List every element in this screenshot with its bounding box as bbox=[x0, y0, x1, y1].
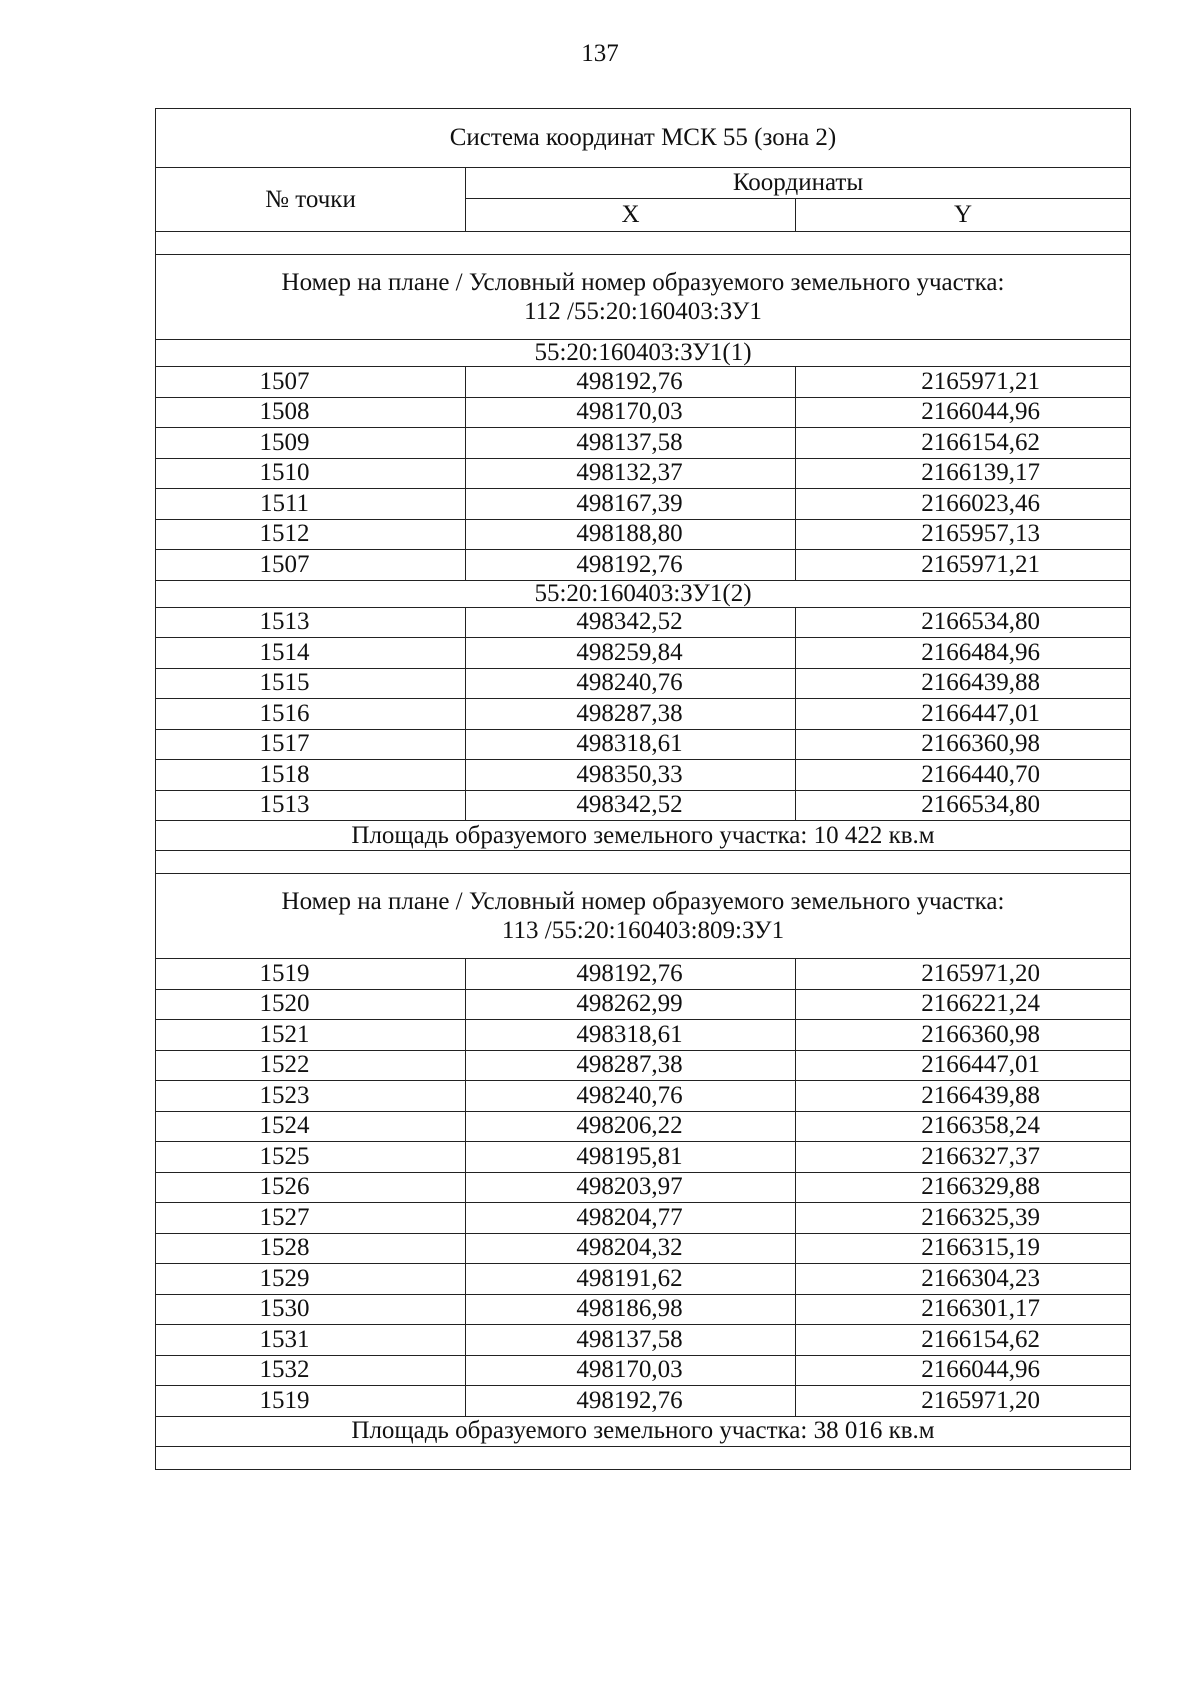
y-value: 2166439,88 bbox=[796, 668, 1131, 699]
y-value: 2166304,23 bbox=[796, 1264, 1131, 1295]
table-row bbox=[156, 760, 1131, 791]
contour-label: 55:20:160403:ЗУ1(1) bbox=[156, 340, 1131, 367]
point-number: 1524 bbox=[156, 1111, 466, 1142]
table-row bbox=[156, 668, 1131, 699]
point-number: 1514 bbox=[156, 638, 466, 669]
y-value: 2166358,24 bbox=[796, 1111, 1131, 1142]
point-number: 1513 bbox=[156, 607, 466, 638]
point-number: 1523 bbox=[156, 1081, 466, 1112]
table-row bbox=[156, 959, 1131, 990]
point-number: 1531 bbox=[156, 1325, 466, 1356]
x-value: 498195,81 bbox=[466, 1142, 796, 1173]
table-row bbox=[156, 1294, 1131, 1325]
y-value: 2165971,20 bbox=[796, 959, 1131, 990]
x-value: 498318,61 bbox=[466, 729, 796, 760]
x-value: 498132,37 bbox=[466, 458, 796, 489]
point-number: 1507 bbox=[156, 367, 466, 398]
table-row bbox=[156, 519, 1131, 550]
spacer-row bbox=[156, 851, 1131, 874]
x-value: 498342,52 bbox=[466, 607, 796, 638]
y-value: 2166023,46 bbox=[796, 489, 1131, 520]
point-number: 1508 bbox=[156, 397, 466, 428]
table-row bbox=[156, 458, 1131, 489]
point-number: 1517 bbox=[156, 729, 466, 760]
table-row bbox=[156, 1325, 1131, 1356]
spacer-cell bbox=[156, 1446, 1131, 1469]
x-value: 498318,61 bbox=[466, 1020, 796, 1051]
table-row bbox=[156, 397, 1131, 428]
y-value: 2166439,88 bbox=[796, 1081, 1131, 1112]
point-number: 1519 bbox=[156, 1386, 466, 1417]
table-row bbox=[156, 1172, 1131, 1203]
table-row bbox=[156, 989, 1131, 1020]
y-value: 2165971,20 bbox=[796, 1386, 1131, 1417]
y-value: 2166301,17 bbox=[796, 1294, 1131, 1325]
y-value: 2166221,24 bbox=[796, 989, 1131, 1020]
plot-header bbox=[156, 255, 1131, 340]
x-value: 498206,22 bbox=[466, 1111, 796, 1142]
y-value: 2166325,39 bbox=[796, 1203, 1131, 1234]
point-number: 1516 bbox=[156, 699, 466, 730]
y-value: 2166315,19 bbox=[796, 1233, 1131, 1264]
x-value: 498262,99 bbox=[466, 989, 796, 1020]
table-row bbox=[156, 1020, 1131, 1051]
coordinates-header: Координаты bbox=[466, 168, 1131, 199]
y-value: 2166484,96 bbox=[796, 638, 1131, 669]
x-value: 498342,52 bbox=[466, 790, 796, 821]
point-number: 1518 bbox=[156, 760, 466, 791]
table-row bbox=[156, 550, 1131, 581]
point-number: 1513 bbox=[156, 790, 466, 821]
coordinate-system-row bbox=[156, 109, 1131, 168]
area-row bbox=[156, 1416, 1131, 1446]
coordinate-system-title: Система координат МСК 55 (зона 2) bbox=[156, 109, 1131, 168]
table-row bbox=[156, 638, 1131, 669]
x-value: 498192,76 bbox=[466, 550, 796, 581]
x-value: 498192,76 bbox=[466, 1386, 796, 1417]
spacer-cell bbox=[156, 851, 1131, 874]
table-row bbox=[156, 729, 1131, 760]
x-value: 498186,98 bbox=[466, 1294, 796, 1325]
contour-row bbox=[156, 340, 1131, 367]
x-value: 498170,03 bbox=[466, 1355, 796, 1386]
point-number: 1510 bbox=[156, 458, 466, 489]
plot-cadastral-number: 112 /55:20:160403:ЗУ1 bbox=[524, 298, 762, 325]
spacer-row bbox=[156, 1446, 1131, 1469]
y-value: 2166534,80 bbox=[796, 607, 1131, 638]
point-number: 1525 bbox=[156, 1142, 466, 1173]
y-value: 2166154,62 bbox=[796, 428, 1131, 459]
plot-cadastral-number: 113 /55:20:160403:809:ЗУ1 bbox=[501, 917, 785, 944]
point-number: 1530 bbox=[156, 1294, 466, 1325]
table-row bbox=[156, 428, 1131, 459]
y-value: 2166360,98 bbox=[796, 729, 1131, 760]
plot-header-row bbox=[156, 255, 1131, 340]
contour-row bbox=[156, 580, 1131, 607]
y-value: 2166329,88 bbox=[796, 1172, 1131, 1203]
y-value: 2165971,21 bbox=[796, 550, 1131, 581]
x-value: 498192,76 bbox=[466, 959, 796, 990]
y-value: 2166447,01 bbox=[796, 699, 1131, 730]
x-value: 498137,58 bbox=[466, 1325, 796, 1356]
plot-header bbox=[156, 874, 1131, 959]
x-value: 498204,77 bbox=[466, 1203, 796, 1234]
x-value: 498287,38 bbox=[466, 1050, 796, 1081]
x-value: 498240,76 bbox=[466, 1081, 796, 1112]
y-value: 2165971,21 bbox=[796, 367, 1131, 398]
x-value: 498188,80 bbox=[466, 519, 796, 550]
x-value: 498203,97 bbox=[466, 1172, 796, 1203]
x-header: X bbox=[466, 199, 796, 232]
table-row bbox=[156, 1203, 1131, 1234]
table-row bbox=[156, 607, 1131, 638]
x-value: 498192,76 bbox=[466, 367, 796, 398]
y-value: 2166139,17 bbox=[796, 458, 1131, 489]
table-row bbox=[156, 489, 1131, 520]
x-value: 498350,33 bbox=[466, 760, 796, 791]
point-number: 1511 bbox=[156, 489, 466, 520]
point-number: 1519 bbox=[156, 959, 466, 990]
y-value: 2166327,37 bbox=[796, 1142, 1131, 1173]
point-number: 1527 bbox=[156, 1203, 466, 1234]
table-row bbox=[156, 699, 1131, 730]
table-row bbox=[156, 1233, 1131, 1264]
x-value: 498259,84 bbox=[466, 638, 796, 669]
table-row bbox=[156, 1142, 1131, 1173]
point-number: 1512 bbox=[156, 519, 466, 550]
plot-header-caption: Номер на плане / Условный номер образуемого земельного участка: bbox=[281, 269, 1005, 296]
point-number: 1520 bbox=[156, 989, 466, 1020]
y-value: 2166440,70 bbox=[796, 760, 1131, 791]
y-value: 2166154,62 bbox=[796, 1325, 1131, 1356]
table-row bbox=[156, 1264, 1131, 1295]
y-header: Y bbox=[796, 199, 1131, 232]
table-row bbox=[156, 790, 1131, 821]
y-value: 2166447,01 bbox=[796, 1050, 1131, 1081]
x-value: 498191,62 bbox=[466, 1264, 796, 1295]
x-value: 498204,32 bbox=[466, 1233, 796, 1264]
point-number: 1526 bbox=[156, 1172, 466, 1203]
header-row-coordinates bbox=[156, 168, 1131, 199]
point-number: 1532 bbox=[156, 1355, 466, 1386]
y-value: 2166044,96 bbox=[796, 1355, 1131, 1386]
table-row bbox=[156, 1355, 1131, 1386]
plot-header-caption: Номер на плане / Условный номер образуемого земельного участка: bbox=[281, 888, 1005, 915]
x-value: 498287,38 bbox=[466, 699, 796, 730]
table-row bbox=[156, 1081, 1131, 1112]
table-row bbox=[156, 1111, 1131, 1142]
x-value: 498240,76 bbox=[466, 668, 796, 699]
table-row bbox=[156, 1386, 1131, 1417]
point-number: 1509 bbox=[156, 428, 466, 459]
x-value: 498167,39 bbox=[466, 489, 796, 520]
y-value: 2166534,80 bbox=[796, 790, 1131, 821]
coordinates-table bbox=[155, 108, 1131, 1470]
page-number: 137 bbox=[581, 40, 619, 67]
table-row bbox=[156, 367, 1131, 398]
point-number: 1521 bbox=[156, 1020, 466, 1051]
y-value: 2166360,98 bbox=[796, 1020, 1131, 1051]
y-value: 2165957,13 bbox=[796, 519, 1131, 550]
spacer-row bbox=[156, 232, 1131, 255]
x-value: 498137,58 bbox=[466, 428, 796, 459]
coordinates-table-body bbox=[156, 109, 1131, 1470]
spacer-cell bbox=[156, 232, 1131, 255]
plot-area: Площадь образуемого земельного участка: 38 016 кв.м bbox=[156, 1416, 1131, 1446]
area-row bbox=[156, 821, 1131, 851]
y-value: 2166044,96 bbox=[796, 397, 1131, 428]
table-row bbox=[156, 1050, 1131, 1081]
point-number: 1528 bbox=[156, 1233, 466, 1264]
point-number: 1515 bbox=[156, 668, 466, 699]
point-number: 1522 bbox=[156, 1050, 466, 1081]
contour-label: 55:20:160403:ЗУ1(2) bbox=[156, 580, 1131, 607]
plot-header-row bbox=[156, 874, 1131, 959]
point-number: 1529 bbox=[156, 1264, 466, 1295]
x-value: 498170,03 bbox=[466, 397, 796, 428]
plot-area: Площадь образуемого земельного участка: 10 422 кв.м bbox=[156, 821, 1131, 851]
point-number: 1507 bbox=[156, 550, 466, 581]
point-number-header: № точки bbox=[156, 168, 466, 232]
